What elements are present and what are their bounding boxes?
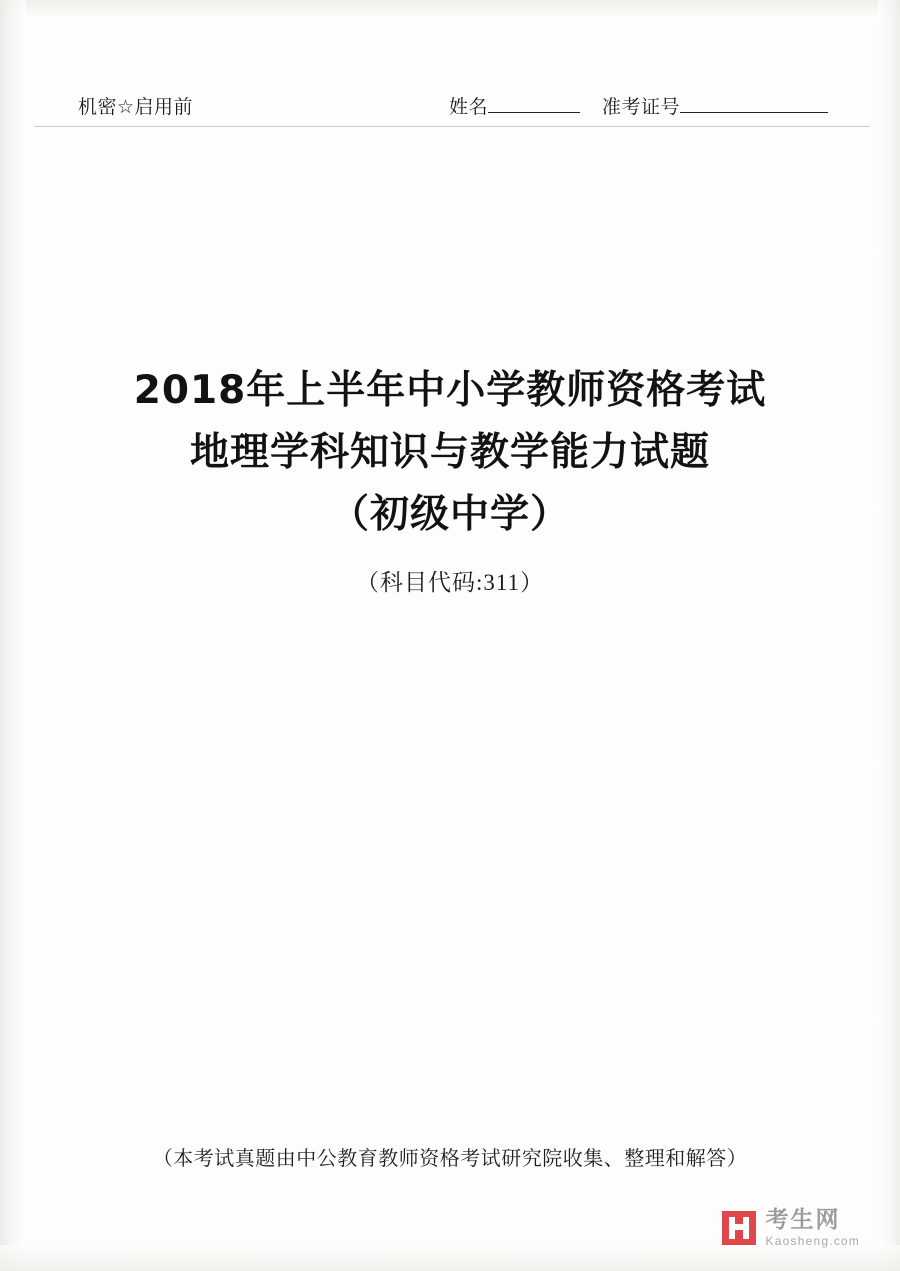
header-divider <box>34 126 870 127</box>
title-block <box>0 364 900 597</box>
scan-edge-bottom <box>0 1245 900 1271</box>
scan-edge-top <box>0 0 900 18</box>
subject-code: （科目代码:311） <box>355 570 545 595</box>
exam-title-line-3: （初级中学） <box>329 492 570 537</box>
watermark-english-label: Kaosheng.com <box>765 1234 860 1248</box>
page-header <box>78 92 828 119</box>
scan-edge-right <box>878 0 900 1271</box>
confidential-label: 机密☆启用前 <box>78 96 194 118</box>
name-field-blank[interactable] <box>488 111 580 113</box>
name-field-label: 姓名 <box>448 96 488 118</box>
candidate-fields <box>449 92 828 119</box>
watermark-text <box>766 1209 860 1247</box>
admission-number-field-blank[interactable] <box>680 111 828 113</box>
watermark <box>722 1209 860 1247</box>
exam-title-line-2: 地理学科知识与教学能力试题 <box>189 430 710 475</box>
kaosheng-logo-icon <box>722 1211 756 1245</box>
logo-bar-right <box>743 1217 749 1239</box>
footer-note: （本考试真题由中公教育教师资格考试研究院收集、整理和解答） <box>152 1148 748 1170</box>
scan-edge-left <box>0 0 26 1271</box>
watermark-chinese-label: 考生网 <box>765 1207 841 1233</box>
exam-title-line-1: 2018年上半年中小学教师资格考试 <box>133 368 767 413</box>
admission-number-field-label: 准考证号 <box>601 96 680 118</box>
